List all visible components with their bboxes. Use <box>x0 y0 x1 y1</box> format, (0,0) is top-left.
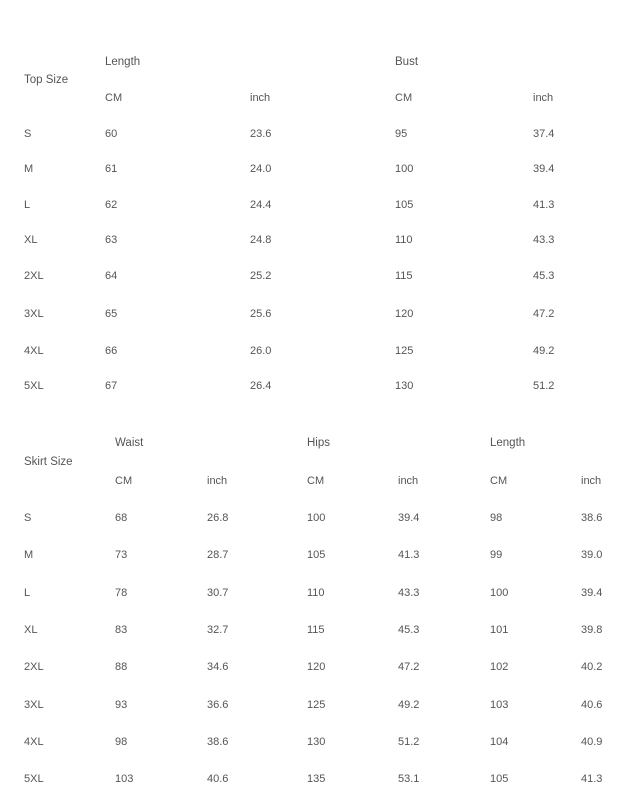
skirt-table-cell: 41.3 <box>398 549 420 561</box>
top-row-size-label: XL <box>24 234 38 246</box>
top-table-cell: 24.0 <box>250 163 272 175</box>
skirt-unit-header-inch: inch <box>581 475 602 487</box>
skirt-table-cell: 83 <box>115 624 128 636</box>
top-table-cell: 95 <box>395 128 408 140</box>
top-group-header: Bust <box>395 56 419 68</box>
skirt-table-cell: 40.2 <box>581 661 603 673</box>
skirt-unit-header-cm: CM <box>307 475 325 487</box>
skirt-table-cell: 39.0 <box>581 549 603 561</box>
skirt-table-cell: 40.9 <box>581 736 603 748</box>
skirt-table-cell: 103 <box>115 773 134 785</box>
top-table-cell: 23.6 <box>250 128 272 140</box>
skirt-group-header: Hips <box>307 437 331 449</box>
skirt-table-cell: 40.6 <box>581 699 603 711</box>
skirt-table-cell: 28.7 <box>207 549 229 561</box>
top-row-size-label: 3XL <box>24 308 44 320</box>
skirt-table-cell: 53.1 <box>398 773 420 785</box>
skirt-table-cell: 98 <box>490 512 503 524</box>
skirt-table-cell: 49.2 <box>398 699 420 711</box>
skirt-table-cell: 47.2 <box>398 661 420 673</box>
skirt-table-cell: 88 <box>115 661 128 673</box>
top-row-size-label: L <box>24 199 31 211</box>
skirt-unit-header-inch: inch <box>398 475 419 487</box>
top-table-cell: 115 <box>395 270 413 282</box>
skirt-table-cell: 135 <box>307 773 326 785</box>
top-table-cell: 62 <box>105 199 118 211</box>
top-table-cell: 45.3 <box>533 270 555 282</box>
skirt-table-cell: 36.6 <box>207 699 229 711</box>
skirt-table-cell: 34.6 <box>207 661 229 673</box>
top-table-cell: 24.4 <box>250 199 272 211</box>
top-size-header: Top Size <box>24 74 69 86</box>
top-table-cell: 43.3 <box>533 234 555 246</box>
top-table-cell: 64 <box>105 270 118 282</box>
skirt-table-cell: 32.7 <box>207 624 229 636</box>
skirt-table-cell: 26.8 <box>207 512 229 524</box>
skirt-table-cell: 105 <box>307 549 326 561</box>
top-table-cell: 49.2 <box>533 345 555 357</box>
skirt-row-size-label: 4XL <box>24 736 44 748</box>
top-row-size-label: 2XL <box>24 270 44 282</box>
top-table-cell: 25.6 <box>250 308 272 320</box>
top-table-cell: 37.4 <box>533 128 555 140</box>
skirt-row-size-label: 5XL <box>24 773 44 785</box>
top-table-cell: 63 <box>105 234 118 246</box>
skirt-table-cell: 51.2 <box>398 736 420 748</box>
top-table-cell: 26.4 <box>250 380 272 392</box>
skirt-group-header: Waist <box>115 437 144 449</box>
skirt-table-cell: 45.3 <box>398 624 420 636</box>
skirt-table-cell: 73 <box>115 549 128 561</box>
top-table-cell: 39.4 <box>533 163 555 175</box>
top-row-size-label: S <box>24 128 32 140</box>
top-unit-header-inch: inch <box>250 92 271 104</box>
top-table-cell: 24.8 <box>250 234 272 246</box>
skirt-row-size-label: 2XL <box>24 661 44 673</box>
skirt-table-cell: 98 <box>115 736 128 748</box>
top-table-cell: 120 <box>395 308 414 320</box>
skirt-table-cell: 103 <box>490 699 509 711</box>
top-table-cell: 51.2 <box>533 380 555 392</box>
skirt-table-cell: 39.8 <box>581 624 603 636</box>
skirt-table-cell: 68 <box>115 512 128 524</box>
skirt-table-cell: 99 <box>490 549 503 561</box>
skirt-table-cell: 38.6 <box>207 736 229 748</box>
skirt-unit-header-cm: CM <box>490 475 508 487</box>
top-table-cell: 67 <box>105 380 118 392</box>
top-unit-header-cm: CM <box>105 92 123 104</box>
skirt-table-cell: 110 <box>307 587 325 599</box>
skirt-table-cell: 100 <box>307 512 326 524</box>
top-table-cell: 60 <box>105 128 118 140</box>
skirt-table-cell: 100 <box>490 587 509 599</box>
skirt-table-cell: 125 <box>307 699 326 711</box>
top-row-size-label: M <box>24 163 34 175</box>
skirt-row-size-label: L <box>24 587 31 599</box>
skirt-table-cell: 130 <box>307 736 326 748</box>
top-table-cell: 66 <box>105 345 118 357</box>
skirt-unit-header-inch: inch <box>207 475 228 487</box>
skirt-table-cell: 115 <box>307 624 325 636</box>
top-table-cell: 110 <box>395 234 413 246</box>
top-row-size-label: 5XL <box>24 380 44 392</box>
top-table-cell: 25.2 <box>250 270 272 282</box>
skirt-row-size-label: S <box>24 512 32 524</box>
skirt-group-header: Length <box>490 437 526 449</box>
skirt-table-cell: 30.7 <box>207 587 229 599</box>
skirt-table-cell: 43.3 <box>398 587 420 599</box>
top-table-cell: 100 <box>395 163 414 175</box>
skirt-table-cell: 102 <box>490 661 509 673</box>
top-table-cell: 47.2 <box>533 308 555 320</box>
top-unit-header-inch: inch <box>533 92 554 104</box>
skirt-row-size-label: 3XL <box>24 699 44 711</box>
skirt-row-size-label: XL <box>24 624 38 636</box>
top-table-cell: 65 <box>105 308 118 320</box>
skirt-table-cell: 40.6 <box>207 773 229 785</box>
skirt-table-cell: 41.3 <box>581 773 603 785</box>
top-row-size-label: 4XL <box>24 345 44 357</box>
skirt-table-cell: 105 <box>490 773 509 785</box>
skirt-table-cell: 38.6 <box>581 512 603 524</box>
top-table-cell: 125 <box>395 345 414 357</box>
skirt-table-cell: 39.4 <box>398 512 420 524</box>
skirt-size-header: Skirt Size <box>24 456 73 468</box>
top-table-cell: 130 <box>395 380 414 392</box>
skirt-table-cell: 78 <box>115 587 128 599</box>
top-table-cell: 61 <box>105 163 118 175</box>
skirt-row-size-label: M <box>24 549 34 561</box>
skirt-table-cell: 101 <box>490 624 509 636</box>
skirt-table-cell: 93 <box>115 699 128 711</box>
skirt-unit-header-cm: CM <box>115 475 133 487</box>
top-unit-header-cm: CM <box>395 92 413 104</box>
skirt-table-cell: 104 <box>490 736 509 748</box>
top-table-cell: 105 <box>395 199 414 211</box>
skirt-table-cell: 39.4 <box>581 587 603 599</box>
skirt-table-cell: 120 <box>307 661 326 673</box>
top-table-cell: 26.0 <box>250 345 272 357</box>
top-group-header: Length <box>105 56 141 68</box>
top-table-cell: 41.3 <box>533 199 555 211</box>
